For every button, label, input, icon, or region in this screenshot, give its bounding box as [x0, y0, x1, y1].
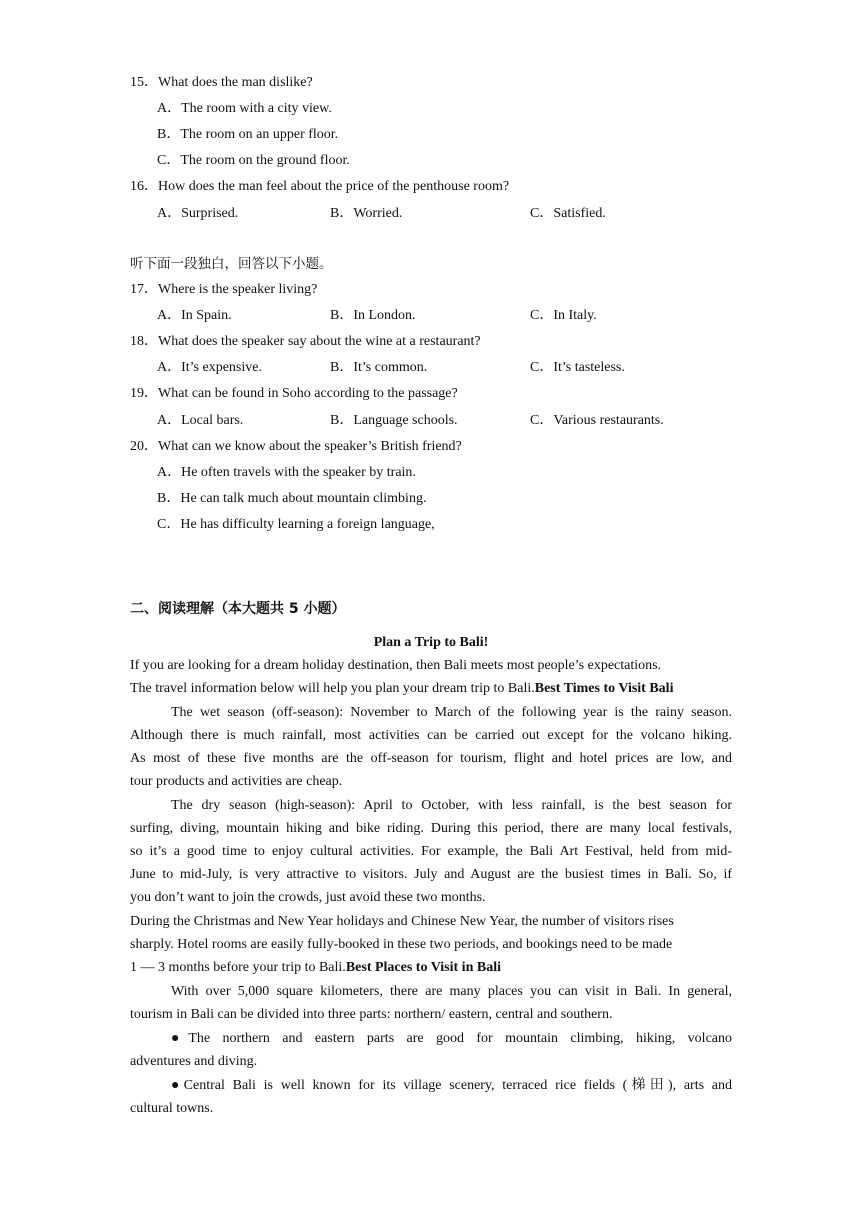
bullet-line: adventures and diving. [130, 1054, 258, 1069]
section-title: 二、阅读理解（本大题共 5 小题） [130, 601, 346, 617]
question-16 [130, 178, 509, 196]
option-a: A．The room with a city view. [157, 101, 332, 116]
option-a: A．Local bars. [157, 413, 244, 428]
bullet-line: ●The northern and eastern parts are good for mountain climbing, hiking, volcano [171, 1031, 732, 1046]
question-19 [130, 385, 458, 403]
paragraph-line: The wet season (off-season): November to March of the following year is the rainy season. [171, 705, 732, 720]
question-number: 16． [130, 179, 158, 194]
option-a: A．He often travels with the speaker by train. [157, 465, 416, 480]
question-17 [130, 281, 317, 299]
question-15 [130, 74, 313, 92]
option-b: B．In London. [330, 308, 416, 323]
question-number: 18． [130, 334, 158, 349]
question-18 [130, 333, 481, 351]
passage-title: Plan a Trip to Bali! [373, 635, 489, 650]
question-text: How does the man feel about the price of the penthouse room? [158, 179, 510, 194]
heading-best-places: Best Places to Visit in Bali [345, 960, 501, 975]
option-a: A．It’s expensive. [157, 360, 262, 375]
paragraph-line: As most of these five months are the off-season for tourism, flight and hotel prices are low, and [130, 751, 732, 766]
question-text: What does the man dislike? [158, 75, 313, 90]
option-b: B．It’s common. [330, 360, 428, 375]
heading-best-times: Best Times to Visit Bali [534, 681, 674, 696]
option-c: C．He has difficulty learning a foreign language, [157, 517, 435, 532]
option-a: A．Surprised. [157, 206, 239, 221]
question-text: What can we know about the speaker’s British friend? [158, 439, 462, 454]
paragraph-line: sharply. Hotel rooms are easily fully-booked in these two periods, and bookings need to be made [130, 937, 673, 952]
passage-intro-line: If you are looking for a dream holiday destination, then Bali meets most people’s expectations. [130, 658, 662, 673]
option-b: B．Worried. [330, 206, 403, 221]
question-text: What does the speaker say about the wine at a restaurant? [158, 334, 481, 349]
holiday-text: 1 — 3 months before your trip to Bali. [130, 960, 346, 975]
question-number: 20． [130, 439, 158, 454]
paragraph-line: During the Christmas and New Year holidays and Chinese New Year, the number of visitors rises [130, 914, 674, 929]
question-text: What can be found in Soho according to the passage? [158, 386, 458, 401]
question-number: 19． [130, 386, 158, 401]
paragraph-line: tourism in Bali can be divided into three parts: northern/ eastern, central and southern. [130, 1007, 613, 1022]
option-b: B．He can talk much about mountain climbing. [157, 491, 427, 506]
option-c: C．Satisfied. [530, 206, 606, 221]
question-text: Where is the speaker living? [158, 282, 318, 297]
option-b: B．The room on an upper floor. [157, 127, 339, 142]
paragraph-line: you don’t want to join the crowds, just avoid these two months. [130, 890, 486, 905]
option-c: C．In Italy. [530, 308, 597, 323]
passage-intro-line [130, 680, 732, 698]
paragraph-line: tour products and activities are cheap. [130, 774, 343, 789]
option-a: A．In Spain. [157, 308, 232, 323]
paragraph-line: June to mid-July, is very attractive to visitors. July and August are the busiest times in Bali. So, if [130, 867, 732, 882]
paragraph-line: With over 5,000 square kilometers, there are many places you can visit in Bali. In general, [171, 984, 732, 999]
paragraph-line: so it’s a good time to enjoy cultural activities. For example, the Bali Art Festival, held from mid- [130, 844, 732, 859]
paragraph-line: surfing, diving, mountain hiking and bike riding. During this period, there are many local festivals, [130, 821, 732, 836]
question-number: 17． [130, 282, 158, 297]
paragraph-line: The dry season (high-season): April to October, with less rainfall, is the best season for [171, 798, 732, 813]
intro-text: The travel information below will help you plan your dream trip to Bali. [130, 681, 535, 696]
option-c: C．It’s tasteless. [530, 360, 625, 375]
question-number: 15． [130, 75, 158, 90]
question-20 [130, 438, 462, 456]
option-c: C．The room on the ground floor. [157, 153, 350, 168]
listening-instruction: 听下面一段独白，回答以下小题。 [130, 256, 333, 272]
bullet-line: ●Central Bali is well known for its village scenery, terraced rice fields (梯田), arts and [171, 1078, 732, 1093]
bullet-line: cultural towns. [130, 1101, 214, 1116]
paragraph-line [130, 959, 732, 977]
paragraph-line: Although there is much rainfall, most activities can be carried out except for the volcano hiking. [130, 728, 732, 743]
option-b: B．Language schools. [330, 413, 458, 428]
option-c: C．Various restaurants. [530, 413, 664, 428]
